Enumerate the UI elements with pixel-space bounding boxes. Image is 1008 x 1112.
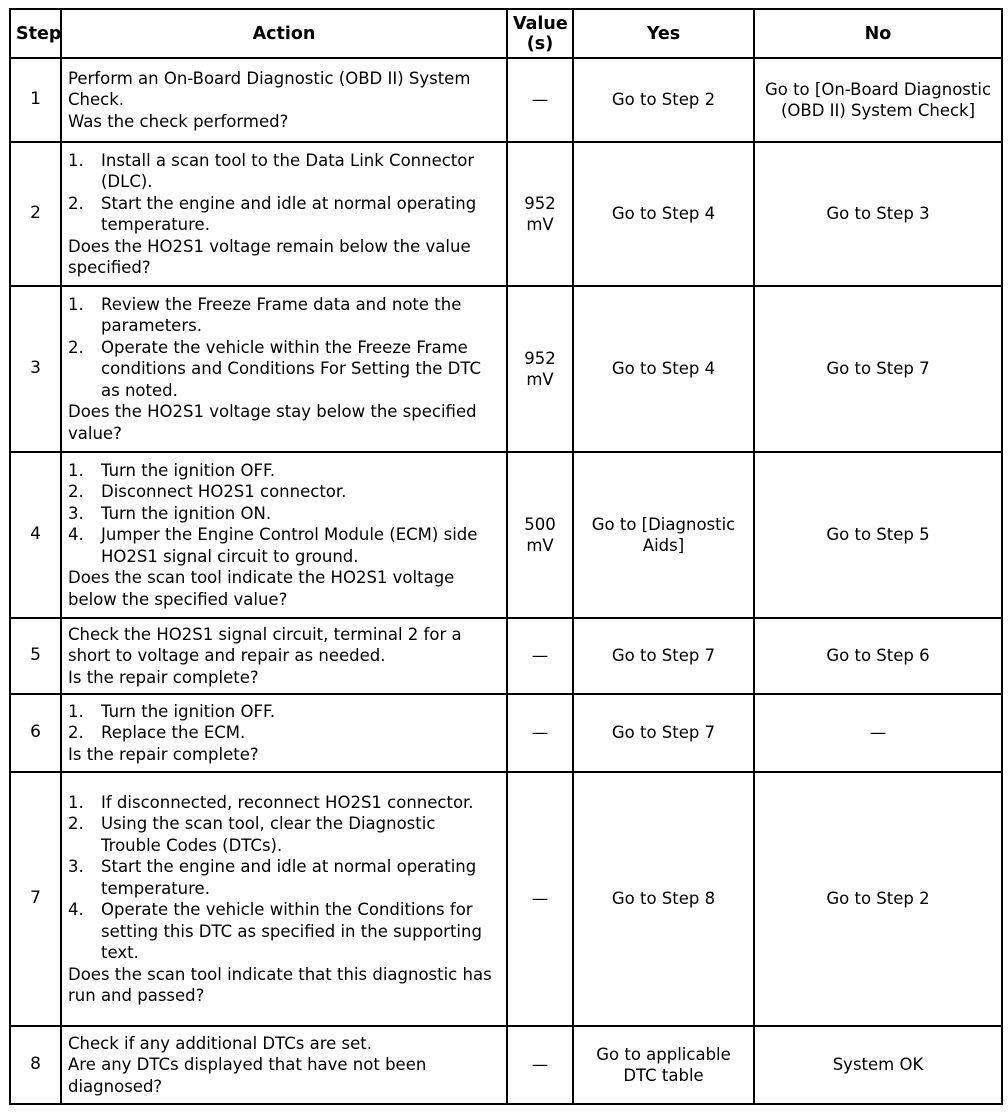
- action-question: Is the repair complete?: [68, 744, 259, 764]
- yes-cell: Go to Step 8: [573, 772, 754, 1026]
- table-row: [10, 1026, 1002, 1104]
- value-cell: —: [507, 1026, 573, 1104]
- action-cell: [61, 1026, 507, 1104]
- action-item: 2. Start the engine and idle at normal operating temperature.: [68, 193, 477, 234]
- action-cell: [61, 452, 507, 618]
- action-question: Was the check performed?: [68, 111, 289, 131]
- action-list: [68, 460, 500, 568]
- action-item: 1. Turn the ignition OFF.: [68, 460, 276, 480]
- action-list: [68, 792, 500, 964]
- action-cell: [61, 694, 507, 772]
- table-row: [10, 142, 1002, 286]
- step-number: 3: [10, 286, 61, 452]
- step-number: 7: [10, 772, 61, 1026]
- value-cell: 952 mV: [507, 286, 573, 452]
- action-item: 1. Install a scan tool to the Data Link Connector (DLC).: [68, 150, 475, 191]
- action-item: 2. Replace the ECM.: [68, 723, 246, 743]
- action-cell: [61, 286, 507, 452]
- no-cell: Go to Step 2: [754, 772, 1002, 1026]
- table-row: [10, 286, 1002, 452]
- table-row: [10, 772, 1002, 1026]
- action-item: 1. If disconnected, reconnect HO2S1 connector.: [68, 792, 474, 812]
- value-cell: 952 mV: [507, 142, 573, 286]
- action-text: Perform an On-Board Diagnostic (OBD II) System Check.: [68, 68, 471, 110]
- value-cell: 500 mV: [507, 452, 573, 618]
- action-item: 4. Operate the vehicle within the Conditions for setting this DTC as specified in the supporting text.: [68, 900, 482, 962]
- header-step: Step: [10, 9, 61, 58]
- table-row: [10, 618, 1002, 694]
- action-cell: [61, 142, 507, 286]
- action-item: 2. Operate the vehicle within the Freeze Frame conditions and Conditions For Setting the DTC as noted.: [68, 337, 482, 400]
- diagnostic-page: [9, 8, 1001, 1104]
- table-body: [10, 58, 1002, 1104]
- step-number: 1: [10, 58, 61, 142]
- action-item: 4. Jumper the Engine Control Module (ECM) side HO2S1 signal circuit to ground.: [68, 525, 478, 566]
- yes-cell: Go to Step 7: [573, 694, 754, 772]
- yes-cell: Go to Step 7: [573, 618, 754, 694]
- yes-cell: Go to Step 2: [573, 58, 754, 142]
- yes-cell: Go to applicable DTC table: [573, 1026, 754, 1104]
- yes-cell: Go to Step 4: [573, 142, 754, 286]
- step-number: 5: [10, 618, 61, 694]
- step-number: 6: [10, 694, 61, 772]
- step-number: 2: [10, 142, 61, 286]
- value-cell: —: [507, 772, 573, 1026]
- action-question: Does the scan tool indicate that this diagnostic has run and passed?: [68, 964, 492, 1005]
- action-item: 1. Turn the ignition OFF.: [68, 701, 276, 721]
- action-text: Check the HO2S1 signal circuit, terminal 2 for a short to voltage and repair as needed.: [68, 624, 462, 666]
- action-cell: [61, 772, 507, 1026]
- header-row: [10, 9, 1002, 58]
- action-list: [68, 701, 500, 744]
- value-cell: —: [507, 618, 573, 694]
- no-cell: Go to Step 7: [754, 286, 1002, 452]
- step-number: 8: [10, 1026, 61, 1104]
- no-cell: Go to Step 5: [754, 452, 1002, 618]
- value-cell: —: [507, 58, 573, 142]
- no-cell: Go to Step 3: [754, 142, 1002, 286]
- no-cell: Go to [On-Board Diagnostic (OBD II) System Check]: [754, 58, 1002, 142]
- action-cell: [61, 618, 507, 694]
- action-text: Check if any additional DTCs are set.: [68, 1033, 372, 1053]
- action-question: Is the repair complete?: [68, 667, 259, 687]
- header-no: No: [754, 9, 1002, 58]
- header-action: Action: [61, 9, 507, 58]
- yes-cell: Go to Step 4: [573, 286, 754, 452]
- step-number: 4: [10, 452, 61, 618]
- action-cell: [61, 58, 507, 142]
- header-yes: Yes: [573, 9, 754, 58]
- table-row: [10, 452, 1002, 618]
- action-question: Are any DTCs displayed that have not been diagnosed?: [68, 1055, 427, 1096]
- action-item: 1. Review the Freeze Frame data and note the parameters.: [68, 294, 462, 336]
- action-item: 3. Start the engine and idle at normal operating temperature.: [68, 857, 477, 898]
- table-row: [10, 58, 1002, 142]
- header-value: Value (s): [507, 9, 573, 58]
- value-cell: —: [507, 694, 573, 772]
- action-question: Does the HO2S1 voltage remain below the value specified?: [68, 236, 471, 277]
- action-item: 2. Disconnect HO2S1 connector.: [68, 482, 347, 502]
- table-row: [10, 694, 1002, 772]
- diagnostic-table: [9, 8, 1003, 1105]
- no-cell: —: [754, 694, 1002, 772]
- action-question: Does the scan tool indicate the HO2S1 voltage below the specified value?: [68, 568, 455, 609]
- action-question: Does the HO2S1 voltage stay below the specified value?: [68, 402, 477, 443]
- no-cell: Go to Step 6: [754, 618, 1002, 694]
- action-item: 2. Using the scan tool, clear the Diagnostic Trouble Codes (DTCs).: [68, 814, 436, 855]
- no-cell: System OK: [754, 1026, 1002, 1104]
- action-list: [68, 150, 500, 236]
- action-item: 3. Turn the ignition ON.: [68, 503, 272, 523]
- action-list: [68, 294, 500, 402]
- yes-cell: Go to [Diagnostic Aids]: [573, 452, 754, 618]
